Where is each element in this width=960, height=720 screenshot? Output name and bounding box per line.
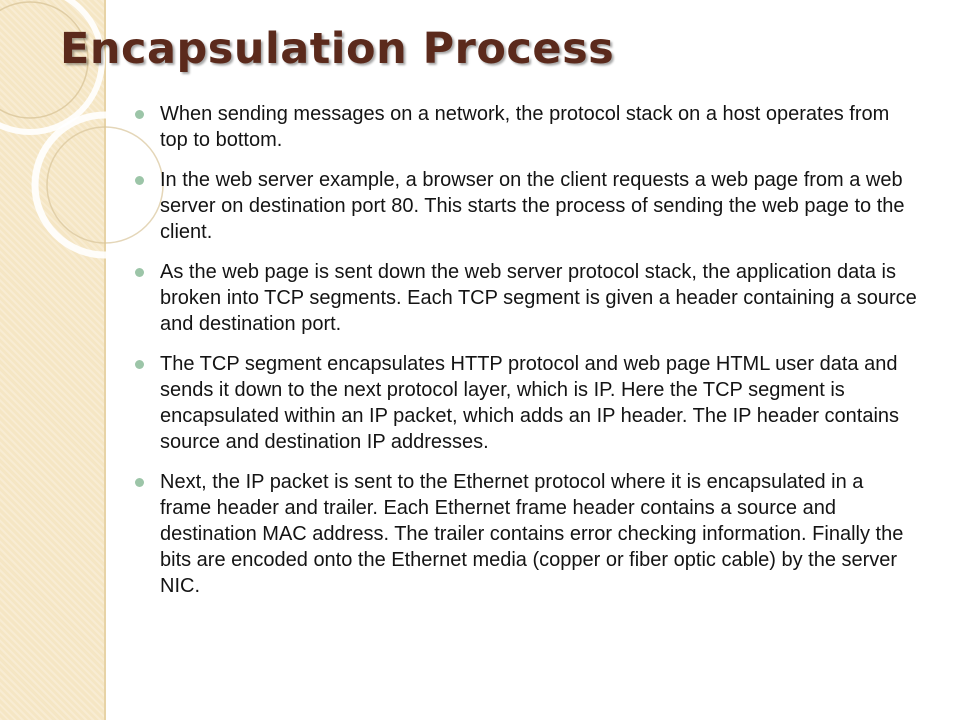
bullet-list (160, 101, 920, 613)
bullet-dot-icon (135, 268, 144, 277)
bullet-item (160, 167, 920, 245)
bullet-text: Next, the IP packet is sent to the Ethernet protocol where it is encapsulated in a frame header and trailer. Each Ethernet frame header contains a source and destination MAC address. The trailer contains error checking information. Finally the bits are encoded onto the Ethernet media (copper or fiber optic cable) by the server NIC. (160, 471, 904, 597)
bullet-item (160, 259, 920, 337)
bullet-text: As the web page is sent down the web server protocol stack, the application data is broken into TCP segments. Each TCP segment is given a header containing a source and destination port. (160, 261, 917, 335)
bullet-dot-icon (135, 110, 144, 119)
slide-title: Encapsulation Process (60, 24, 615, 74)
bullet-text: In the web server example, a browser on the client requests a web page from a web server on destination port 80. This starts the process of sending the web page to the client. (160, 169, 905, 243)
bullet-dot-icon (135, 478, 144, 487)
bullet-item (160, 351, 920, 455)
bullet-dot-icon (135, 176, 144, 185)
decorative-sidebar (0, 0, 106, 720)
bullet-item (160, 469, 920, 599)
bullet-text: The TCP segment encapsulates HTTP protocol and web page HTML user data and sends it down to the next protocol layer, which is IP. Here the TCP segment is encapsulated within an IP packet, which adds an IP header. The IP header contains source and destination IP addresses. (160, 353, 900, 453)
bullet-text: When sending messages on a network, the protocol stack on a host operates from top to bottom. (160, 103, 890, 151)
bullet-dot-icon (135, 360, 144, 369)
bullet-item (160, 101, 920, 153)
